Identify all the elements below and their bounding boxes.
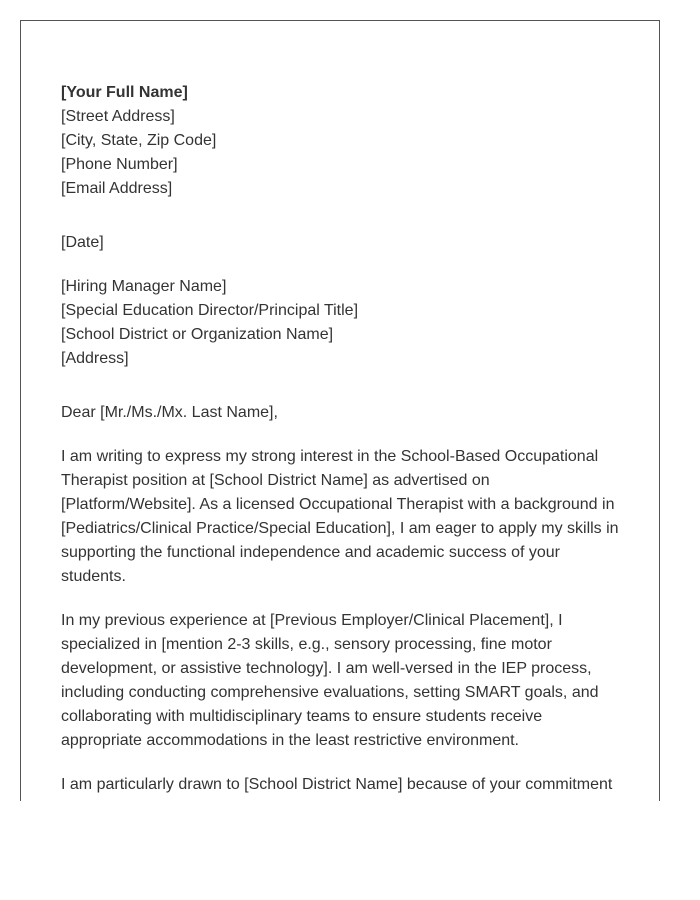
- letter-page: [20, 20, 660, 801]
- sender-phone: [Phone Number]: [61, 156, 178, 173]
- salutation: Dear [Mr./Ms./Mx. Last Name],: [61, 404, 278, 421]
- sender-street: [Street Address]: [61, 108, 175, 125]
- sender-city: [City, State, Zip Code]: [61, 132, 217, 149]
- body-paragraph-1: I am writing to express my strong interest in the School-Based Occupational Therapist position at [School District Name] as advertised on [Platform/Website]. As a licensed Occupational Therapist with a background in [Pediatrics/Clinical Practice/Special Education], I am eager to apply my skills in supporting the functional independence and academic success of your students.: [61, 448, 619, 585]
- letter-date: [Date]: [61, 234, 104, 251]
- sender-email: [Email Address]: [61, 180, 173, 197]
- recipient-name: [Hiring Manager Name]: [61, 278, 227, 295]
- recipient-block: [61, 275, 623, 371]
- body-paragraph-2: In my previous experience at [Previous Employer/Clinical Placement], I specialized in [mention 2-3 skills, e.g., sensory processing, fine motor development, or assistive technology]. I am well-versed in the IEP process, including conducting comprehensive evaluations, setting SMART goals, and collaborating with multidisciplinary teams to ensure students receive appropriate accommodations in the least restrictive environment.: [61, 612, 599, 749]
- recipient-address: [Address]: [61, 350, 129, 367]
- sender-name: [Your Full Name]: [61, 84, 188, 101]
- letter-content: [61, 81, 623, 797]
- sender-block: [61, 81, 623, 201]
- salutation-block: [61, 401, 623, 425]
- date-block: [61, 231, 623, 255]
- recipient-title: [Special Education Director/Principal Title]: [61, 302, 359, 319]
- recipient-organization: [School District or Organization Name]: [61, 326, 334, 343]
- body-paragraph-3: I am particularly drawn to [School District Name] because of your commitment: [61, 776, 613, 793]
